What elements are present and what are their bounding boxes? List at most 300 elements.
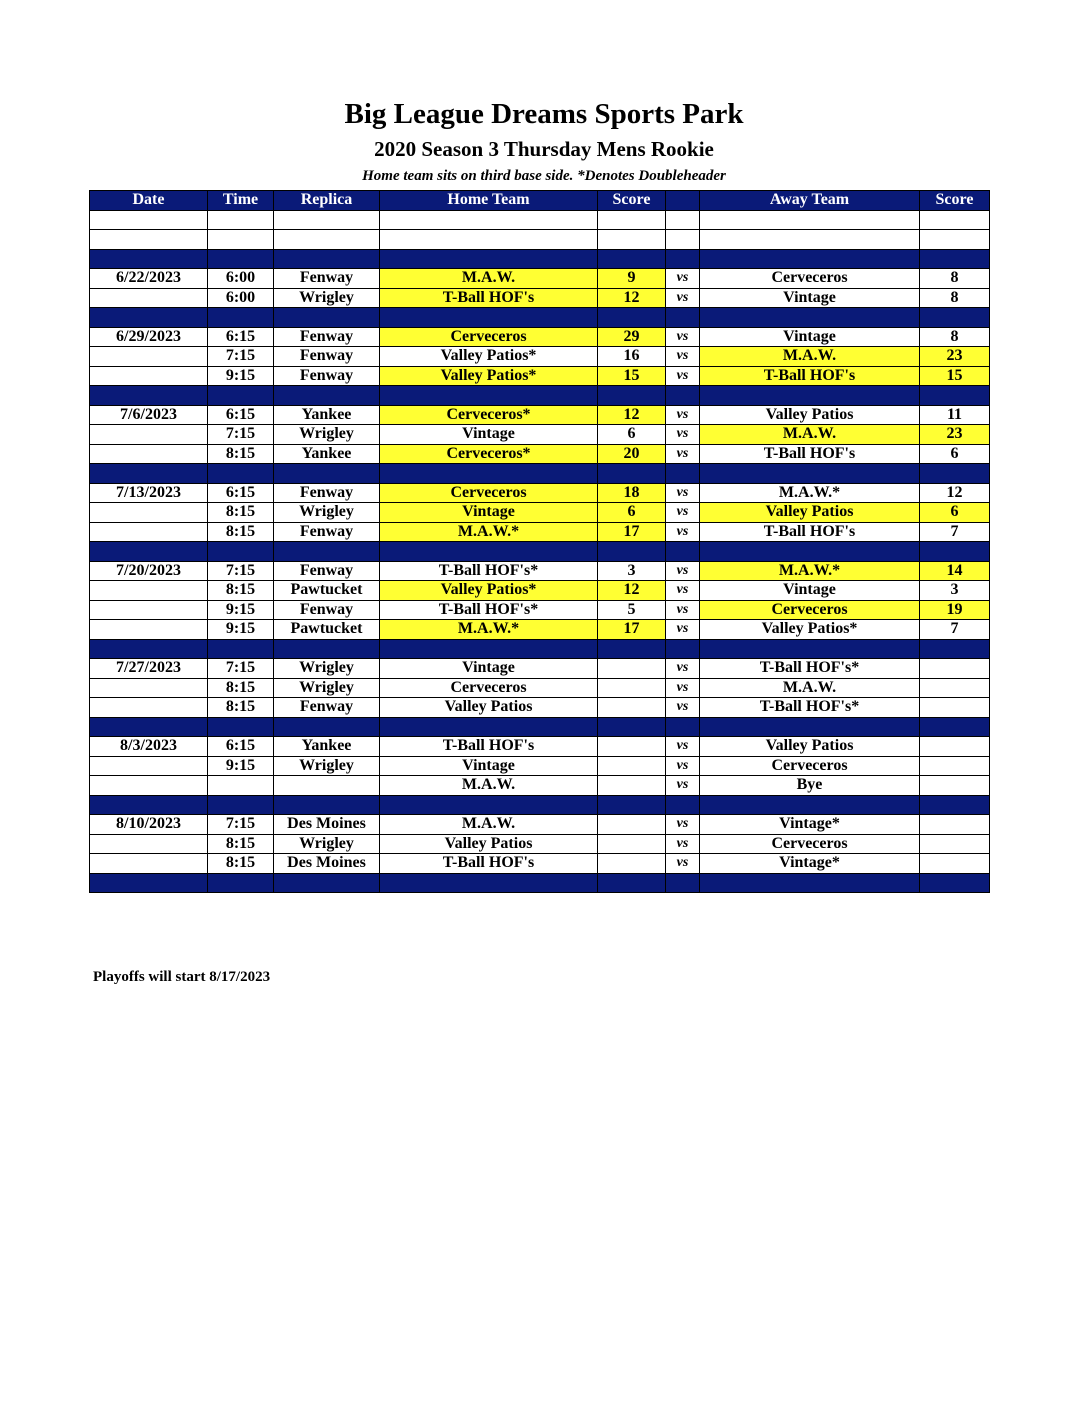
date-cell: [90, 522, 208, 542]
time-cell: [208, 386, 274, 406]
game-row: [90, 444, 990, 464]
time-cell: [208, 639, 274, 659]
game-row: [90, 366, 990, 386]
col-header-date: Date: [90, 191, 208, 211]
away-score-cell: 23: [920, 425, 990, 445]
date-cell: 7/27/2023: [90, 659, 208, 679]
date-cell: [90, 756, 208, 776]
home-score-cell: 12: [598, 405, 666, 425]
away-team-cell: Vintage: [700, 288, 920, 308]
week-separator-row: [90, 464, 990, 484]
week-separator-row: [90, 639, 990, 659]
date-cell: [90, 503, 208, 523]
vs-cell: vs: [666, 503, 700, 523]
game-row: [90, 347, 990, 367]
col-header-replica: Replica: [274, 191, 380, 211]
vs-cell: vs: [666, 522, 700, 542]
away-score-cell: [920, 249, 990, 269]
away-team-cell: [700, 717, 920, 737]
home-team-cell: [380, 210, 598, 230]
replica-cell: [274, 308, 380, 328]
vs-cell: vs: [666, 347, 700, 367]
game-row: [90, 620, 990, 640]
away-team-cell: M.A.W.: [700, 678, 920, 698]
replica-cell: Des Moines: [274, 815, 380, 835]
col-header-time: Time: [208, 191, 274, 211]
date-cell: [90, 581, 208, 601]
time-cell: 9:15: [208, 366, 274, 386]
away-team-cell: T-Ball HOF's: [700, 522, 920, 542]
away-team-cell: Valley Patios: [700, 503, 920, 523]
vs-cell: vs: [666, 405, 700, 425]
game-row: [90, 503, 990, 523]
home-team-cell: M.A.W.: [380, 776, 598, 796]
away-score-cell: 7: [920, 620, 990, 640]
home-team-cell: Vintage: [380, 425, 598, 445]
home-score-cell: 17: [598, 522, 666, 542]
time-cell: [208, 308, 274, 328]
home-team-cell: [380, 464, 598, 484]
time-cell: 7:15: [208, 561, 274, 581]
home-score-cell: 16: [598, 347, 666, 367]
time-cell: 9:15: [208, 600, 274, 620]
replica-cell: [274, 873, 380, 893]
away-team-cell: M.A.W.: [700, 347, 920, 367]
date-cell: 7/20/2023: [90, 561, 208, 581]
replica-cell: Yankee: [274, 405, 380, 425]
away-team-cell: Valley Patios: [700, 737, 920, 757]
home-team-cell: M.A.W.*: [380, 522, 598, 542]
away-team-cell: Vintage*: [700, 815, 920, 835]
date-cell: [90, 717, 208, 737]
vs-cell: vs: [666, 737, 700, 757]
home-score-cell: 6: [598, 503, 666, 523]
time-cell: 6:00: [208, 269, 274, 289]
time-cell: [208, 210, 274, 230]
date-cell: [90, 873, 208, 893]
time-cell: 6:15: [208, 737, 274, 757]
vs-cell: vs: [666, 269, 700, 289]
replica-cell: [274, 210, 380, 230]
home-team-cell: [380, 873, 598, 893]
home-team-cell: [380, 386, 598, 406]
time-cell: 8:15: [208, 444, 274, 464]
date-cell: [90, 834, 208, 854]
vs-cell: vs: [666, 659, 700, 679]
home-score-cell: [598, 678, 666, 698]
away-score-cell: 15: [920, 366, 990, 386]
away-team-cell: M.A.W.*: [700, 483, 920, 503]
home-score-cell: [598, 308, 666, 328]
away-team-cell: [700, 464, 920, 484]
game-row: [90, 269, 990, 289]
replica-cell: Fenway: [274, 600, 380, 620]
date-cell: [90, 854, 208, 874]
vs-cell: [666, 795, 700, 815]
home-team-cell: [380, 249, 598, 269]
week-separator-row: [90, 308, 990, 328]
replica-cell: [274, 249, 380, 269]
vs-cell: vs: [666, 425, 700, 445]
replica-cell: Pawtucket: [274, 620, 380, 640]
away-score-cell: [920, 776, 990, 796]
home-score-cell: [598, 249, 666, 269]
date-cell: [90, 620, 208, 640]
week-separator-row: [90, 795, 990, 815]
home-team-cell: Cerveceros*: [380, 444, 598, 464]
home-score-cell: [598, 698, 666, 718]
away-team-cell: [700, 230, 920, 250]
replica-cell: Fenway: [274, 347, 380, 367]
week-separator-row: [90, 717, 990, 737]
game-row: [90, 834, 990, 854]
home-team-cell: [380, 795, 598, 815]
home-score-cell: [598, 756, 666, 776]
home-team-cell: M.A.W.: [380, 815, 598, 835]
replica-cell: Wrigley: [274, 834, 380, 854]
replica-cell: Yankee: [274, 444, 380, 464]
time-cell: [208, 717, 274, 737]
playoffs-note: Playoffs will start 8/17/2023: [93, 969, 271, 985]
replica-cell: Wrigley: [274, 659, 380, 679]
vs-cell: [666, 230, 700, 250]
replica-cell: Fenway: [274, 698, 380, 718]
vs-cell: vs: [666, 444, 700, 464]
replica-cell: Fenway: [274, 366, 380, 386]
away-team-cell: T-Ball HOF's*: [700, 698, 920, 718]
replica-cell: [274, 795, 380, 815]
home-score-cell: 3: [598, 561, 666, 581]
away-team-cell: [700, 308, 920, 328]
home-score-cell: [598, 659, 666, 679]
vs-cell: [666, 386, 700, 406]
date-cell: [90, 425, 208, 445]
time-cell: 7:15: [208, 425, 274, 445]
blank-row: [90, 230, 990, 250]
away-score-cell: [920, 698, 990, 718]
vs-cell: vs: [666, 620, 700, 640]
home-team-cell: Cerveceros*: [380, 405, 598, 425]
away-score-cell: 7: [920, 522, 990, 542]
vs-cell: vs: [666, 288, 700, 308]
home-team-cell: Vintage: [380, 756, 598, 776]
away-team-cell: [700, 542, 920, 562]
away-team-cell: T-Ball HOF's: [700, 366, 920, 386]
home-team-cell: Cerveceros: [380, 678, 598, 698]
home-team-cell: Valley Patios: [380, 698, 598, 718]
away-team-cell: [700, 386, 920, 406]
col-header-away-score: Score: [920, 191, 990, 211]
home-score-cell: [598, 854, 666, 874]
replica-cell: [274, 717, 380, 737]
home-team-cell: T-Ball HOF's: [380, 854, 598, 874]
away-score-cell: 8: [920, 288, 990, 308]
home-team-cell: T-Ball HOF's*: [380, 600, 598, 620]
time-cell: [208, 542, 274, 562]
col-header-home-team: Home Team: [380, 191, 598, 211]
home-score-cell: [598, 230, 666, 250]
time-cell: 9:15: [208, 620, 274, 640]
home-score-cell: [598, 717, 666, 737]
home-score-cell: 12: [598, 288, 666, 308]
schedule-note: Home team sits on third base side. *Denotes Doubleheader: [362, 168, 726, 184]
replica-cell: Wrigley: [274, 503, 380, 523]
home-team-cell: Cerveceros: [380, 483, 598, 503]
home-score-cell: [598, 386, 666, 406]
vs-cell: [666, 873, 700, 893]
home-score-cell: [598, 737, 666, 757]
replica-cell: Yankee: [274, 737, 380, 757]
home-team-cell: T-Ball HOF's: [380, 737, 598, 757]
time-cell: 8:15: [208, 854, 274, 874]
game-row: [90, 815, 990, 835]
away-score-cell: [920, 678, 990, 698]
home-score-cell: [598, 464, 666, 484]
date-cell: [90, 678, 208, 698]
game-row: [90, 561, 990, 581]
replica-cell: [274, 230, 380, 250]
away-score-cell: 8: [920, 327, 990, 347]
time-cell: [208, 230, 274, 250]
home-team-cell: Cerveceros: [380, 327, 598, 347]
home-team-cell: M.A.W.: [380, 269, 598, 289]
schedule-body: [90, 210, 990, 893]
home-team-cell: [380, 542, 598, 562]
game-row: [90, 288, 990, 308]
home-score-cell: [598, 542, 666, 562]
date-cell: [90, 386, 208, 406]
away-team-cell: [700, 873, 920, 893]
replica-cell: Fenway: [274, 269, 380, 289]
game-row: [90, 483, 990, 503]
home-team-cell: T-Ball HOF's*: [380, 561, 598, 581]
home-score-cell: 5: [598, 600, 666, 620]
replica-cell: Wrigley: [274, 678, 380, 698]
away-team-cell: [700, 210, 920, 230]
date-cell: 8/3/2023: [90, 737, 208, 757]
home-score-cell: [598, 815, 666, 835]
time-cell: 9:15: [208, 756, 274, 776]
away-team-cell: Valley Patios: [700, 405, 920, 425]
away-score-cell: 14: [920, 561, 990, 581]
home-team-cell: Valley Patios*: [380, 347, 598, 367]
away-score-cell: [920, 717, 990, 737]
date-cell: [90, 347, 208, 367]
away-score-cell: 12: [920, 483, 990, 503]
date-cell: 8/10/2023: [90, 815, 208, 835]
home-team-cell: Valley Patios*: [380, 581, 598, 601]
vs-cell: [666, 717, 700, 737]
replica-cell: [274, 386, 380, 406]
home-team-cell: T-Ball HOF's: [380, 288, 598, 308]
col-header-vs: [666, 191, 700, 211]
game-row: [90, 327, 990, 347]
game-row: [90, 405, 990, 425]
away-score-cell: [920, 464, 990, 484]
home-score-cell: 29: [598, 327, 666, 347]
replica-cell: Wrigley: [274, 756, 380, 776]
away-team-cell: [700, 795, 920, 815]
vs-cell: vs: [666, 327, 700, 347]
time-cell: 6:15: [208, 327, 274, 347]
away-score-cell: [920, 756, 990, 776]
replica-cell: Des Moines: [274, 854, 380, 874]
away-score-cell: [920, 737, 990, 757]
game-row: [90, 737, 990, 757]
home-team-cell: [380, 717, 598, 737]
week-separator-row: [90, 542, 990, 562]
home-score-cell: [598, 795, 666, 815]
schedule-table: [89, 190, 990, 893]
blank-row: [90, 210, 990, 230]
page-title: Big League Dreams Sports Park: [344, 98, 744, 130]
game-row: [90, 581, 990, 601]
time-cell: [208, 249, 274, 269]
time-cell: [208, 776, 274, 796]
home-score-cell: [598, 834, 666, 854]
away-team-cell: M.A.W.: [700, 425, 920, 445]
replica-cell: Wrigley: [274, 425, 380, 445]
away-score-cell: [920, 795, 990, 815]
game-row: [90, 776, 990, 796]
time-cell: 8:15: [208, 834, 274, 854]
away-team-cell: M.A.W.*: [700, 561, 920, 581]
game-row: [90, 425, 990, 445]
away-score-cell: 6: [920, 503, 990, 523]
date-cell: [90, 542, 208, 562]
away-team-cell: T-Ball HOF's: [700, 444, 920, 464]
date-cell: [90, 230, 208, 250]
away-team-cell: Cerveceros: [700, 600, 920, 620]
week-separator-row: [90, 386, 990, 406]
away-score-cell: 8: [920, 269, 990, 289]
replica-cell: Pawtucket: [274, 581, 380, 601]
away-score-cell: [920, 542, 990, 562]
time-cell: 7:15: [208, 347, 274, 367]
time-cell: [208, 795, 274, 815]
home-score-cell: 6: [598, 425, 666, 445]
date-cell: [90, 600, 208, 620]
time-cell: 6:15: [208, 483, 274, 503]
home-team-cell: [380, 230, 598, 250]
vs-cell: vs: [666, 483, 700, 503]
time-cell: 8:15: [208, 678, 274, 698]
vs-cell: vs: [666, 366, 700, 386]
away-score-cell: [920, 308, 990, 328]
date-cell: [90, 308, 208, 328]
time-cell: [208, 464, 274, 484]
time-cell: 6:15: [208, 405, 274, 425]
away-team-cell: Vintage: [700, 327, 920, 347]
away-score-cell: [920, 873, 990, 893]
home-score-cell: [598, 210, 666, 230]
date-cell: [90, 776, 208, 796]
home-score-cell: 20: [598, 444, 666, 464]
away-score-cell: 11: [920, 405, 990, 425]
game-row: [90, 678, 990, 698]
home-team-cell: M.A.W.*: [380, 620, 598, 640]
time-cell: 7:15: [208, 659, 274, 679]
home-team-cell: Valley Patios*: [380, 366, 598, 386]
game-row: [90, 600, 990, 620]
date-cell: [90, 639, 208, 659]
away-team-cell: Cerveceros: [700, 756, 920, 776]
time-cell: 8:15: [208, 503, 274, 523]
game-row: [90, 522, 990, 542]
vs-cell: vs: [666, 776, 700, 796]
home-score-cell: 12: [598, 581, 666, 601]
week-separator-row: [90, 249, 990, 269]
replica-cell: [274, 639, 380, 659]
game-row: [90, 659, 990, 679]
game-row: [90, 698, 990, 718]
away-score-cell: 6: [920, 444, 990, 464]
away-team-cell: Valley Patios*: [700, 620, 920, 640]
vs-cell: vs: [666, 815, 700, 835]
game-row: [90, 756, 990, 776]
home-team-cell: Vintage: [380, 659, 598, 679]
vs-cell: vs: [666, 854, 700, 874]
col-header-home-score: Score: [598, 191, 666, 211]
home-team-cell: [380, 308, 598, 328]
date-cell: 6/29/2023: [90, 327, 208, 347]
away-team-cell: Vintage*: [700, 854, 920, 874]
away-score-cell: 19: [920, 600, 990, 620]
vs-cell: vs: [666, 581, 700, 601]
vs-cell: [666, 308, 700, 328]
date-cell: 7/6/2023: [90, 405, 208, 425]
vs-cell: [666, 210, 700, 230]
date-cell: [90, 210, 208, 230]
away-team-cell: Vintage: [700, 581, 920, 601]
home-team-cell: Vintage: [380, 503, 598, 523]
date-cell: 7/13/2023: [90, 483, 208, 503]
away-team-cell: [700, 249, 920, 269]
vs-cell: vs: [666, 756, 700, 776]
home-score-cell: 9: [598, 269, 666, 289]
replica-cell: Fenway: [274, 327, 380, 347]
away-team-cell: Cerveceros: [700, 834, 920, 854]
away-team-cell: [700, 639, 920, 659]
vs-cell: vs: [666, 678, 700, 698]
time-cell: 7:15: [208, 815, 274, 835]
away-score-cell: 23: [920, 347, 990, 367]
home-score-cell: [598, 639, 666, 659]
home-team-cell: Valley Patios: [380, 834, 598, 854]
away-score-cell: [920, 815, 990, 835]
header-row: [90, 191, 990, 211]
home-score-cell: [598, 873, 666, 893]
away-score-cell: [920, 659, 990, 679]
date-cell: [90, 795, 208, 815]
replica-cell: Fenway: [274, 522, 380, 542]
home-score-cell: 17: [598, 620, 666, 640]
home-score-cell: 15: [598, 366, 666, 386]
time-cell: 8:15: [208, 522, 274, 542]
away-score-cell: [920, 210, 990, 230]
away-team-cell: Bye: [700, 776, 920, 796]
vs-cell: vs: [666, 834, 700, 854]
time-cell: 8:15: [208, 581, 274, 601]
away-team-cell: T-Ball HOF's*: [700, 659, 920, 679]
replica-cell: [274, 542, 380, 562]
away-score-cell: [920, 854, 990, 874]
away-team-cell: Cerveceros: [700, 269, 920, 289]
away-score-cell: [920, 639, 990, 659]
away-score-cell: [920, 386, 990, 406]
vs-cell: [666, 542, 700, 562]
vs-cell: [666, 639, 700, 659]
